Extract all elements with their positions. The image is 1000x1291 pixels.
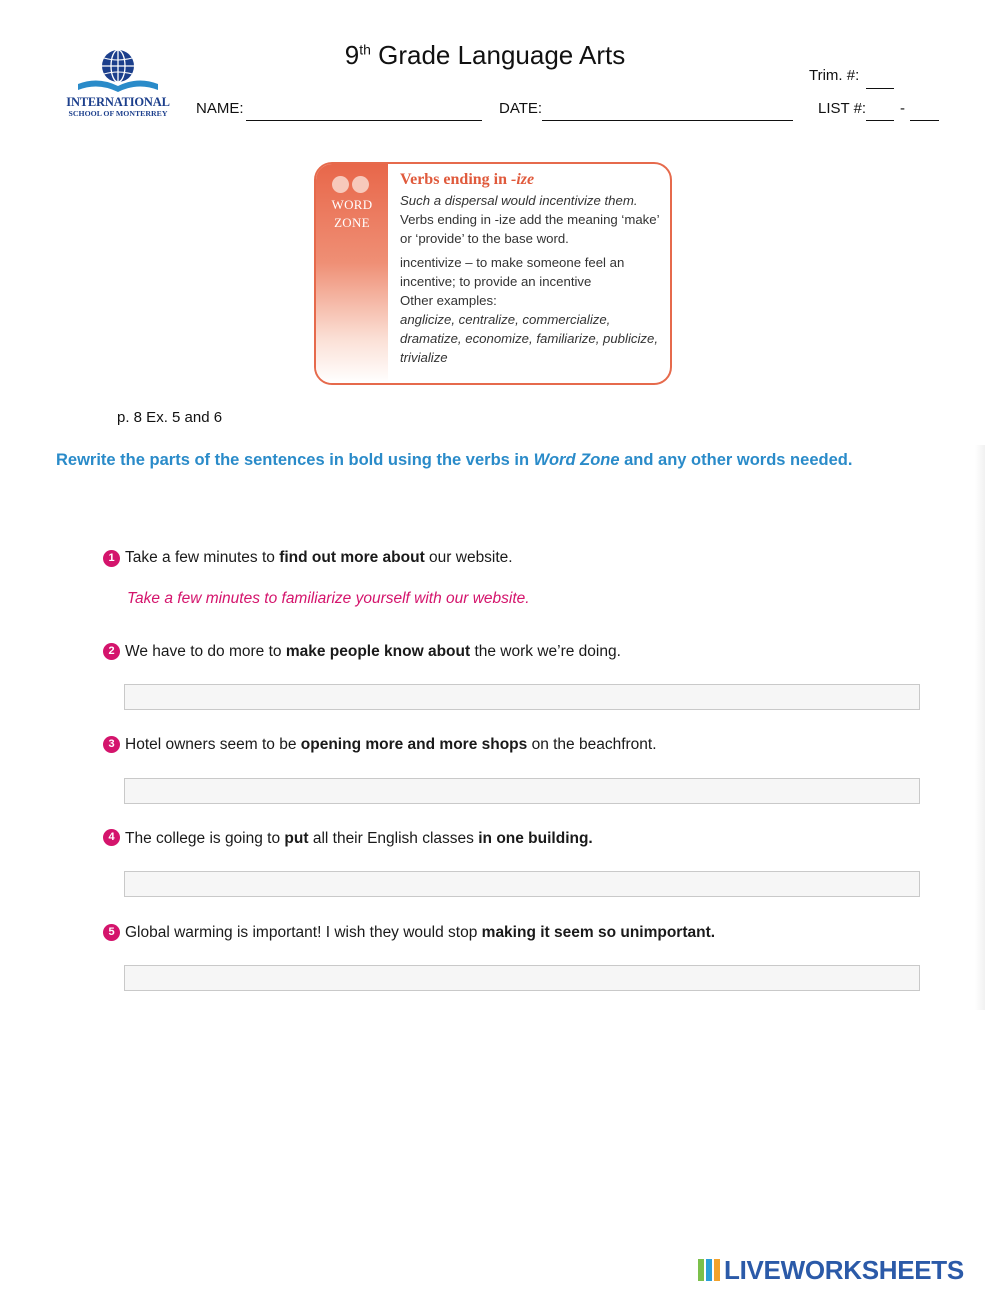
example-answer: Take a few minutes to familiarize yourself with our website. (127, 590, 530, 607)
sentence-part: the work we’re doing. (470, 643, 621, 660)
answer-input-3[interactable] (124, 778, 920, 804)
word-zone-box (314, 162, 672, 385)
word-zone-other-examples: anglicize, centralize, commercialize, dramatize, economize, familiarize, publicize, trivialize (400, 312, 658, 365)
word-zone-other-label: Other examples: (400, 293, 497, 308)
sentence-part: all their English classes (308, 830, 479, 847)
bold-phrase: make people know about (285, 643, 471, 660)
sentence-part: Hotel owners seem to be (125, 736, 301, 753)
list-label: LIST #: (818, 100, 867, 117)
word-zone-definition: incentivize – to make someone feel an incentive; to provide an incentive (400, 255, 625, 289)
page-edge-shadow (975, 445, 985, 1010)
sentence-part: We have to do more to (125, 643, 286, 660)
bold-phrase: find out more about (279, 549, 425, 566)
globe-book-icon (60, 46, 176, 96)
word-zone-content (400, 170, 662, 367)
liveworksheets-logo-icon (698, 1259, 720, 1281)
date-blank-line (542, 120, 793, 121)
sentence-part: on the beachfront. (527, 736, 657, 753)
list-dash: - (900, 100, 905, 117)
question-5-text (125, 924, 715, 942)
word-zone-title: Verbs ending in -ize (400, 171, 535, 188)
list-blank-line-2 (910, 120, 939, 121)
trim-blank-line (866, 88, 894, 89)
answer-input-5[interactable] (124, 965, 920, 991)
instruction-text: Rewrite the parts of the sentences in bold using the verbs in Word Zone and any other words needed. (56, 451, 853, 469)
bold-phrase: in one building. (478, 830, 593, 847)
word-zone-explanation: Verbs ending in -ize add the meaning ‘make’ or ‘provide’ to the base word. (400, 212, 660, 246)
bold-phrase: making it seem so unimportant. (481, 924, 716, 941)
sentence-part: Global warming is important! I wish they would stop (125, 924, 482, 941)
question-4-number: 4 (103, 829, 120, 846)
page-title: 9th Grade Language Arts (344, 40, 626, 70)
question-4-text (125, 830, 593, 848)
question-5-number: 5 (103, 924, 120, 941)
question-1-number: 1 (103, 550, 120, 567)
name-blank-line (246, 120, 482, 121)
question-1-text (125, 549, 513, 567)
answer-input-2[interactable] (124, 684, 920, 710)
liveworksheets-wordmark: LIVEWORKSHEETS (724, 1255, 964, 1285)
question-2-number: 2 (103, 643, 120, 660)
word-zone-example-sentence: Such a dispersal would incentivize them. (400, 193, 638, 208)
word-zone-sidebar (316, 164, 388, 383)
word-zone-label-word: WORD (331, 197, 373, 212)
logo-text-line1: INTERNATIONAL (66, 95, 170, 109)
question-3-number: 3 (103, 736, 120, 753)
word-zone-label-zone: ZONE (334, 215, 370, 230)
question-3-text (125, 736, 657, 754)
sentence-part: our website. (424, 549, 513, 566)
list-blank-line-1 (866, 120, 894, 121)
sentence-part: The college is going to (125, 830, 285, 847)
bold-phrase: opening more and more shops (300, 736, 528, 753)
answer-input-4[interactable] (124, 871, 920, 897)
trim-label: Trim. #: (809, 67, 860, 84)
page-reference: p. 8 Ex. 5 and 6 (117, 409, 223, 426)
date-label: DATE: (499, 100, 543, 117)
logo-text-line2: SCHOOL OF MONTERREY (68, 109, 168, 118)
question-2-text (125, 643, 621, 661)
sentence-part: Take a few minutes to (125, 549, 280, 566)
bold-phrase: put (284, 830, 309, 847)
word-zone-dots-icon (332, 176, 372, 198)
name-label: NAME: (196, 100, 244, 117)
